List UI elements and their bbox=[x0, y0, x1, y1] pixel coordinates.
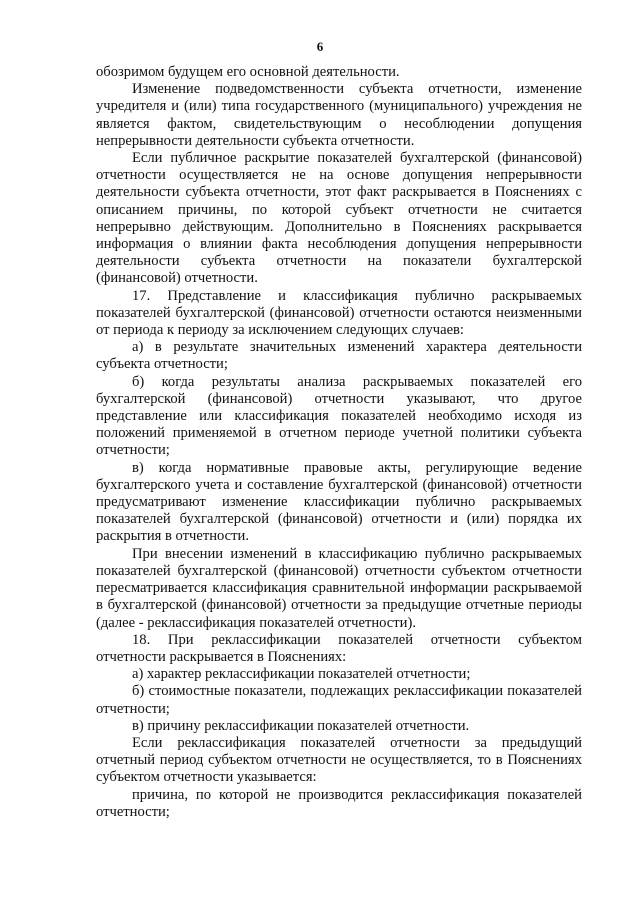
paragraph-subordination-change: Изменение подведомственности субъекта отчетности, изменение учредителя и (или) типа государственного (муниципального) учреждения не является фактом, свидетельствующим о несоблюдении допущения непрерывности деятельности субъекта отчетности. bbox=[96, 81, 582, 149]
paragraph-item-17-b: б) когда результаты анализа раскрываемых показателей его бухгалтерской (финансовой) отчетности указывают, что другое представление или классификация показателей необходимо исходя из положений применяемой в отчетном периоде учетной политики субъекта отчетности; bbox=[96, 373, 582, 459]
paragraph-item-18: 18. При реклассификации показателей отчетности субъектом отчетности раскрывается в Пояснениях: bbox=[96, 631, 582, 665]
page-number: 6 bbox=[316, 39, 324, 54]
paragraph-continuation: обозримом будущем его основной деятельности. bbox=[96, 64, 400, 80]
document-body bbox=[96, 64, 582, 821]
paragraph-going-concern-disclosure: Если публичное раскрытие показателей бухгалтерской (финансовой) отчетности осуществляется не на основе допущения непрерывности деятельности субъекта отчетности, этот факт раскрывается в Пояснениях с описанием причины, по которой субъект отчетности не считается непрерывно действующим. Дополнительно в Пояснениях раскрывается информация о влиянии факта несоблюдения допущения непрерывности деятельности субъекта отчетности на показатели бухгалтерской (финансовой) отчетности. bbox=[96, 150, 582, 287]
paragraph-no-reclassification: Если реклассификация показателей отчетности за предыдущий отчетный период субъектом отчетности не осуществляется, то в Пояснениях субъектом отчетности указывается: bbox=[96, 734, 582, 786]
paragraph-item-17-a: а) в результате значительных изменений характера деятельности субъекта отчетности; bbox=[96, 339, 582, 373]
paragraph-item-18-a: а) характер реклассификации показателей отчетности; bbox=[132, 666, 471, 683]
paragraph-item-17-v: в) когда нормативные правовые акты, регулирующие ведение бухгалтерского учета и составление бухгалтерской (финансовой) отчетности предусматривают изменение классификации публично раскрываемых показателей бухгалтерской (финансовой) отчетности и (или) порядка их раскрытия в отчетности. bbox=[96, 459, 582, 545]
paragraph-reason: причина, по которой не производится реклассификация показателей отчетности; bbox=[96, 786, 582, 820]
paragraph-item-17: 17. Представление и классификация публично раскрываемых показателей бухгалтерской (финансовой) отчетности остаются неизменными от периода к периоду за исключением следующих случаев: bbox=[96, 287, 582, 339]
paragraph-item-18-b: б) стоимостные показатели, подлежащих реклассификации показателей отчетности; bbox=[96, 683, 582, 717]
paragraph-item-18-v: в) причину реклассификации показателей отчетности. bbox=[132, 717, 470, 734]
paragraph-reclassification-definition: При внесении изменений в классификацию публично раскрываемых показателей бухгалтерской (финансовой) отчетности субъектом отчетности пересматривается классификация сравнительной информации раскрываемой в бухгалтерской (финансовой) отчетности за предыдущие отчетные периоды (далее - реклассификация показателей отчетности). bbox=[96, 545, 582, 631]
